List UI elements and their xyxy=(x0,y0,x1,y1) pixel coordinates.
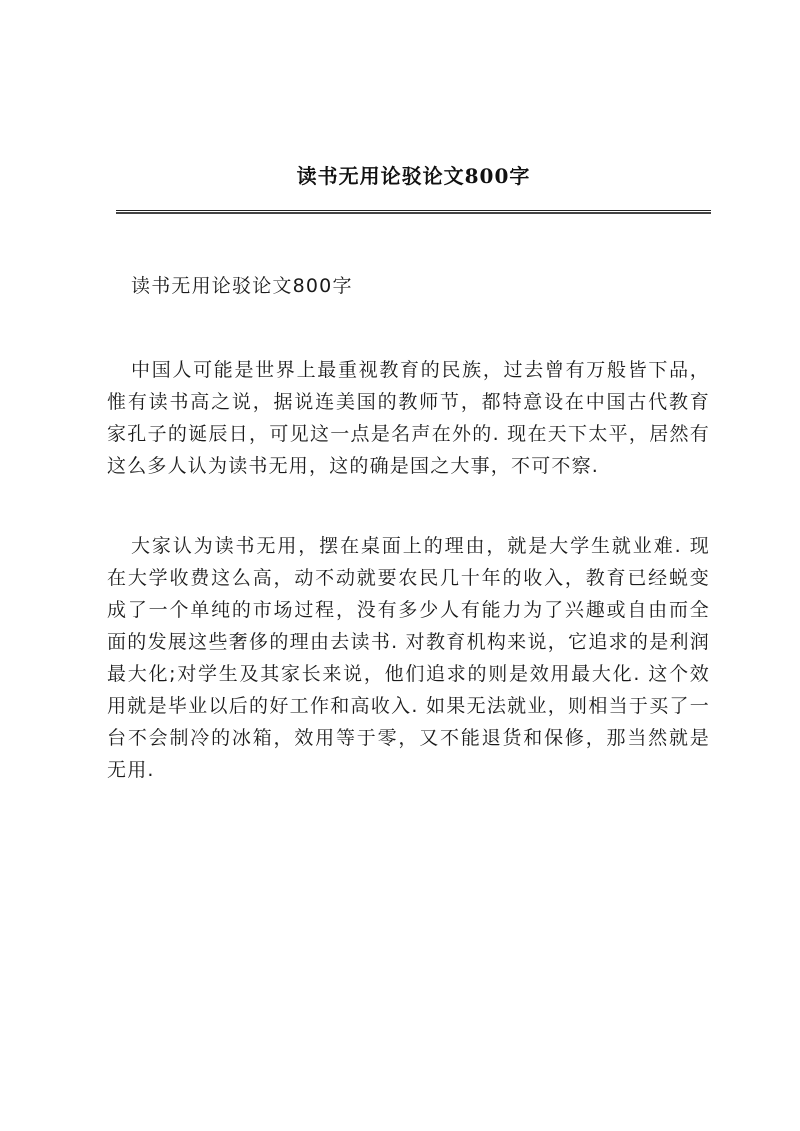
paragraph-2: 大家认为读书无用，摆在桌面上的理由，就是大学生就业难. 现在大学收费这么高，动不动就要农民几十年的收入，教育已经蜕变成了一个单纯的市场过程，没有多少人有能力为了兴趣或自由而全面的发展这些奢侈的理由去读书. 对教育机构来说，它追求的是利润最大化;对学生及其家长来说，他们追求的则是效用最大化. 这个效用就是毕业以后的好工作和高收入. 如果无法就业，则相当于买了一台不会制冷的冰箱，效用等于零，又不能退货和保修，那当然就是无用. xyxy=(107,535,710,781)
page-header-title: 读书无用论驳论文800字 xyxy=(296,164,531,188)
document-subtitle: 读书无用论驳论文800字 xyxy=(131,275,353,297)
paragraph-1: 中国人可能是世界上最重视教育的民族，过去曾有万般皆下品，惟有读书高之说，据说连美国的教师节，都特意设在中国古代教育家孔子的诞辰日，可见这一点是名声在外的. 现在天下太平，居然有这么多人认为读书无用，这的确是国之大事，不可不察. xyxy=(107,359,710,477)
header-divider xyxy=(116,210,711,214)
document-body xyxy=(107,270,710,834)
